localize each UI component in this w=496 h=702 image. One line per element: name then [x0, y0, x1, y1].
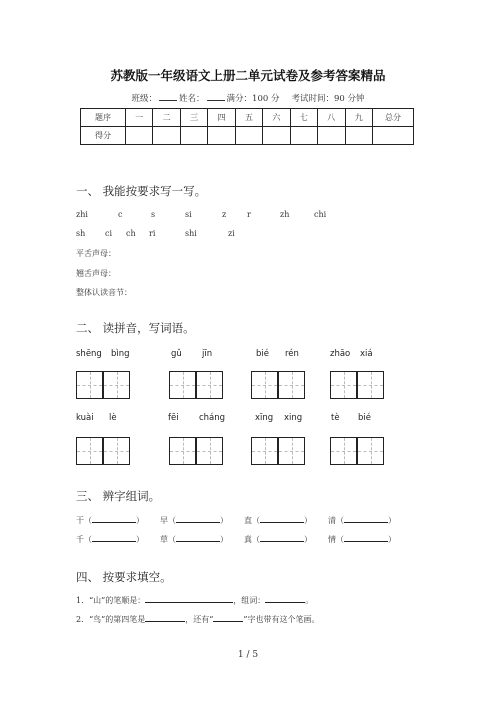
pinyin-label: lè	[109, 413, 117, 423]
char-compare-item: 清（ ）	[328, 516, 396, 525]
score-cell[interactable]	[318, 127, 345, 145]
name-blank	[207, 92, 225, 101]
section1-heading: 一、 我能按要求写一写。	[76, 184, 207, 198]
score-cell[interactable]	[345, 127, 373, 145]
writing-grid[interactable]	[278, 371, 305, 399]
pinyin-item: zi	[228, 229, 235, 238]
score-header-cell: 一	[126, 109, 153, 127]
exam-info	[0, 92, 496, 104]
pinyin-label: tè	[331, 413, 340, 423]
score-cell[interactable]	[180, 127, 207, 145]
pinyin-item: zh	[280, 210, 290, 219]
pinyin-item: zhi	[76, 210, 88, 219]
pinyin-label: fēi	[168, 413, 179, 423]
pinyin-item: ri	[149, 229, 156, 238]
char-compare-item: 情（ ）	[328, 535, 396, 544]
pinyin-item: c	[118, 210, 123, 219]
pinyin-label: xiá	[360, 349, 373, 359]
pinyin-item: ch	[126, 229, 136, 238]
writing-grid[interactable]	[357, 437, 384, 465]
writing-grid[interactable]	[330, 371, 357, 399]
writing-grid[interactable]	[76, 371, 103, 399]
section4-heading: 四、 按要求填空。	[76, 570, 172, 584]
score-cell[interactable]	[290, 127, 317, 145]
writing-grid[interactable]	[330, 437, 357, 465]
class-blank	[159, 92, 177, 101]
answer-blank[interactable]	[213, 613, 243, 622]
fill-question-1: 1．“山”的笔顺是： ，组词： 。	[76, 596, 314, 605]
pinyin-label: bié	[256, 349, 269, 359]
score-header-cell: 四	[208, 109, 235, 127]
pinyin-label: shēng	[76, 349, 102, 359]
pinyin-label: gǔ	[171, 349, 182, 359]
char-compare-item: 直（ ）	[244, 516, 312, 525]
pinyin-label: zhāo	[330, 349, 351, 359]
score-table-header-row	[81, 109, 414, 127]
writing-grid[interactable]	[76, 437, 103, 465]
char-compare-item: 真（ ）	[244, 535, 312, 544]
name-label: 姓名：	[179, 94, 205, 104]
answer-blank[interactable]	[260, 514, 304, 523]
writing-grid[interactable]	[278, 437, 305, 465]
char: 早	[160, 516, 168, 525]
char: 千	[76, 535, 84, 544]
section3-heading: 三、 辨字组词。	[76, 489, 161, 503]
full-score: 满分：100 分	[226, 94, 280, 104]
page-number: 1 / 5	[237, 650, 259, 660]
pinyin-label: xing	[284, 413, 303, 423]
score-header-cell: 七	[290, 109, 317, 127]
char: 草	[160, 535, 168, 544]
retroflex-prompt: 翘舌声母：	[76, 269, 116, 278]
score-cell[interactable]	[263, 127, 290, 145]
pinyin-item: z	[222, 210, 227, 219]
score-header-cell: 五	[235, 109, 262, 127]
char-compare-item: 草（ ）	[160, 535, 228, 544]
answer-blank[interactable]	[92, 533, 136, 542]
pinyin-label: xīng	[255, 413, 274, 423]
score-cell[interactable]	[208, 127, 235, 145]
writing-grid[interactable]	[251, 371, 278, 399]
answer-blank[interactable]	[344, 533, 388, 542]
flat-tongue-prompt: 平舌声母：	[76, 249, 116, 258]
char: 真	[244, 535, 252, 544]
pinyin-item: r	[247, 210, 251, 219]
class-label: 班级：	[131, 94, 158, 104]
pinyin-item: chi	[314, 210, 327, 219]
writing-grid[interactable]	[169, 437, 196, 465]
pinyin-item: ci	[105, 229, 113, 238]
pinyin-label: bié	[358, 413, 371, 423]
score-header-cell: 九	[345, 109, 373, 127]
score-header-cell: 总分	[373, 109, 414, 127]
pinyin-label: bìng	[111, 349, 130, 359]
writing-grid[interactable]	[196, 371, 223, 399]
score-cell[interactable]	[235, 127, 262, 145]
writing-grid[interactable]	[169, 371, 196, 399]
writing-grid[interactable]	[103, 437, 130, 465]
answer-blank[interactable]	[260, 533, 304, 542]
char: 干	[76, 516, 84, 525]
char: 清	[328, 516, 336, 525]
score-header-cell: 八	[318, 109, 345, 127]
writing-grid[interactable]	[103, 371, 130, 399]
writing-grid[interactable]	[251, 437, 278, 465]
score-cell[interactable]	[126, 127, 153, 145]
score-header-cell: 三	[180, 109, 207, 127]
exam-time: 考试时间：90 分钟	[291, 94, 365, 104]
pinyin-label: kuài	[76, 413, 94, 423]
score-header-cell: 题序	[81, 109, 126, 127]
score-table-score-row	[81, 127, 414, 145]
answer-blank[interactable]	[145, 613, 185, 622]
answer-blank[interactable]	[145, 594, 233, 603]
writing-grid[interactable]	[196, 437, 223, 465]
pinyin-item: si	[185, 210, 192, 219]
pinyin-label: jīn	[202, 349, 213, 359]
score-row-label: 得分	[81, 127, 126, 145]
pinyin-item: shi	[185, 229, 197, 238]
pinyin-item: s	[151, 210, 156, 219]
score-cell[interactable]	[153, 127, 180, 145]
score-table	[80, 108, 414, 145]
char-compare-item: 千（ ）	[76, 535, 144, 544]
char-compare-item: 早（ ）	[160, 516, 228, 525]
answer-blank[interactable]	[265, 594, 305, 603]
score-header-cell: 六	[263, 109, 290, 127]
writing-grid[interactable]	[357, 371, 384, 399]
fill-question-2: 2．“鸟”的第四笔是 ，还有“ ”字也带有这个笔画。	[76, 615, 320, 624]
answer-blank[interactable]	[176, 514, 220, 523]
score-header-cell: 二	[153, 109, 180, 127]
pinyin-item: sh	[76, 229, 86, 238]
char: 直	[244, 516, 252, 525]
pinyin-label: cháng	[199, 413, 226, 423]
char: 情	[328, 535, 336, 544]
whole-syllable-prompt: 整体认读音节：	[76, 288, 132, 297]
score-cell[interactable]	[373, 127, 414, 145]
document-title: 苏教版一年级语文上册二单元试卷及参考答案精品	[110, 68, 386, 83]
answer-blank[interactable]	[344, 514, 388, 523]
answer-blank[interactable]	[92, 514, 136, 523]
char-compare-item: 干（ ）	[76, 516, 144, 525]
pinyin-label: rén	[285, 349, 299, 359]
section2-heading: 二、 读拼音，写词语。	[76, 321, 195, 335]
answer-blank[interactable]	[176, 533, 220, 542]
